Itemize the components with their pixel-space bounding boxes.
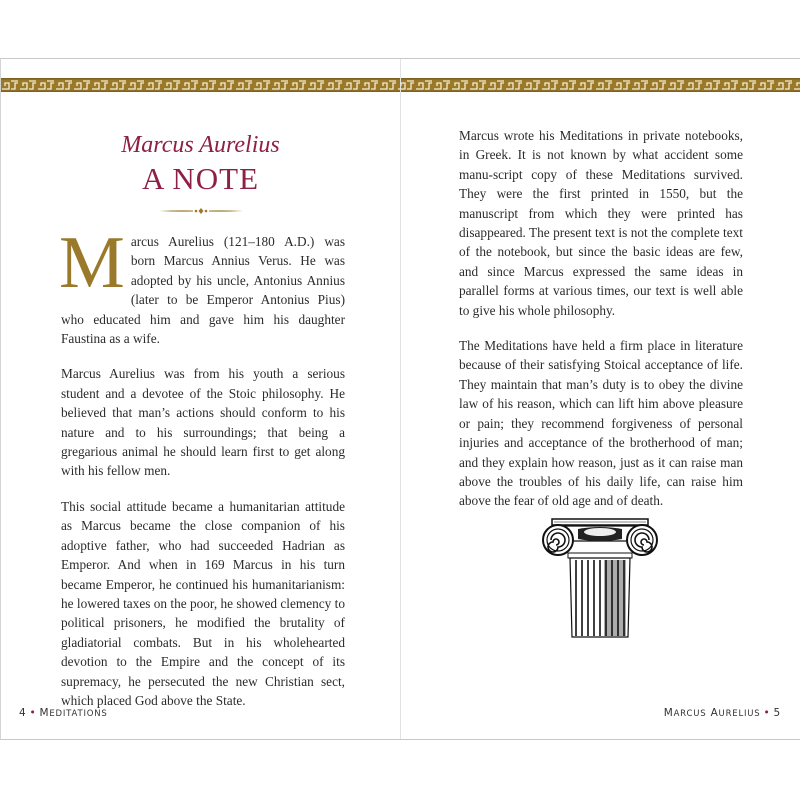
paragraph-3: This social attitude became a humanitarian attitude as Marcus became the close companion of his adoptive father, who had succeeded Hadrian as Emperor. And when in 169 Marcus in his turn became Emperor, he continued his humanitarianism: he lowered taxes on the poor, he showed clemency to political prisoners, he modified the brutality of gladiatorial combats. But in his wholehearted devotion to the Empire and the concept of its supremacy, he persecuted the new Christian sect, which placed God above the State. — [61, 498, 345, 708]
paragraph-1: Marcus wrote his Meditations in private notebooks, in Greek. It is not known by what accident some manu-script copy of these Meditations survived. They were the first printed in 1550, but the manuscript from which they were printed has disappeared. The present text is not the complete text of the notebook, but since the basic ideas are few, and since Marcus expressed the same ideas in parallel forms at various times, our text is well able to give his whole philosophy. — [459, 128, 743, 318]
left-body-text — [59, 222, 345, 726]
drop-cap: M — [59, 222, 125, 304]
paragraph-2: The Meditations have held a firm place in literature because of their satisfying Stoical acceptance of life. They maintain that man’s duty is to obey the divine law of his reason, which can lift him above pleasure or pain; they recommend forgiveness of personal injuries and acceptance of the brotherhood of man; and they explain how reason, just as it can raise man above the troubles of his daily life, can raise him above the fear of old age and of death. — [459, 338, 743, 509]
book-spread — [0, 58, 800, 740]
right-footer: MARCUS AURELIUS • 5 — [663, 707, 781, 719]
footer-bullet: • — [29, 707, 37, 719]
running-head: ARCUS — [673, 709, 707, 719]
ornament-divider-icon — [159, 207, 243, 215]
running-head: EDITATIONS — [49, 709, 108, 719]
paragraph-1: Marcus Aurelius (121–180 A.D.) was born Marcus Annius Verus. He was adopted by his uncle, Antonius Annius (later to be Emperor Antonius Pius) who educated him and gave him his daughter Faustina as a wife. — [59, 222, 345, 347]
chapter-title — [1, 131, 400, 215]
left-page — [1, 59, 400, 739]
right-body-text — [459, 126, 743, 527]
footer-bullet: • — [763, 707, 771, 719]
page-number: 4 — [19, 707, 27, 719]
title-heading: A NOTE — [141, 161, 260, 196]
ionic-column-icon — [538, 517, 662, 639]
left-footer: 4 • MEDITATIONS — [19, 707, 108, 719]
paragraph-2: Marcus Aurelius was from his youth a serious student and a devotee of the Stoic philosophy. He believed that man’s actions should conform to his nature and to his surroundings; that being a gregarious animal he should learn first to get along with his fellow men. — [61, 366, 345, 479]
title-author: Marcus Aurelius — [121, 132, 280, 158]
right-page — [401, 59, 800, 739]
page-number: 5 — [773, 707, 781, 719]
